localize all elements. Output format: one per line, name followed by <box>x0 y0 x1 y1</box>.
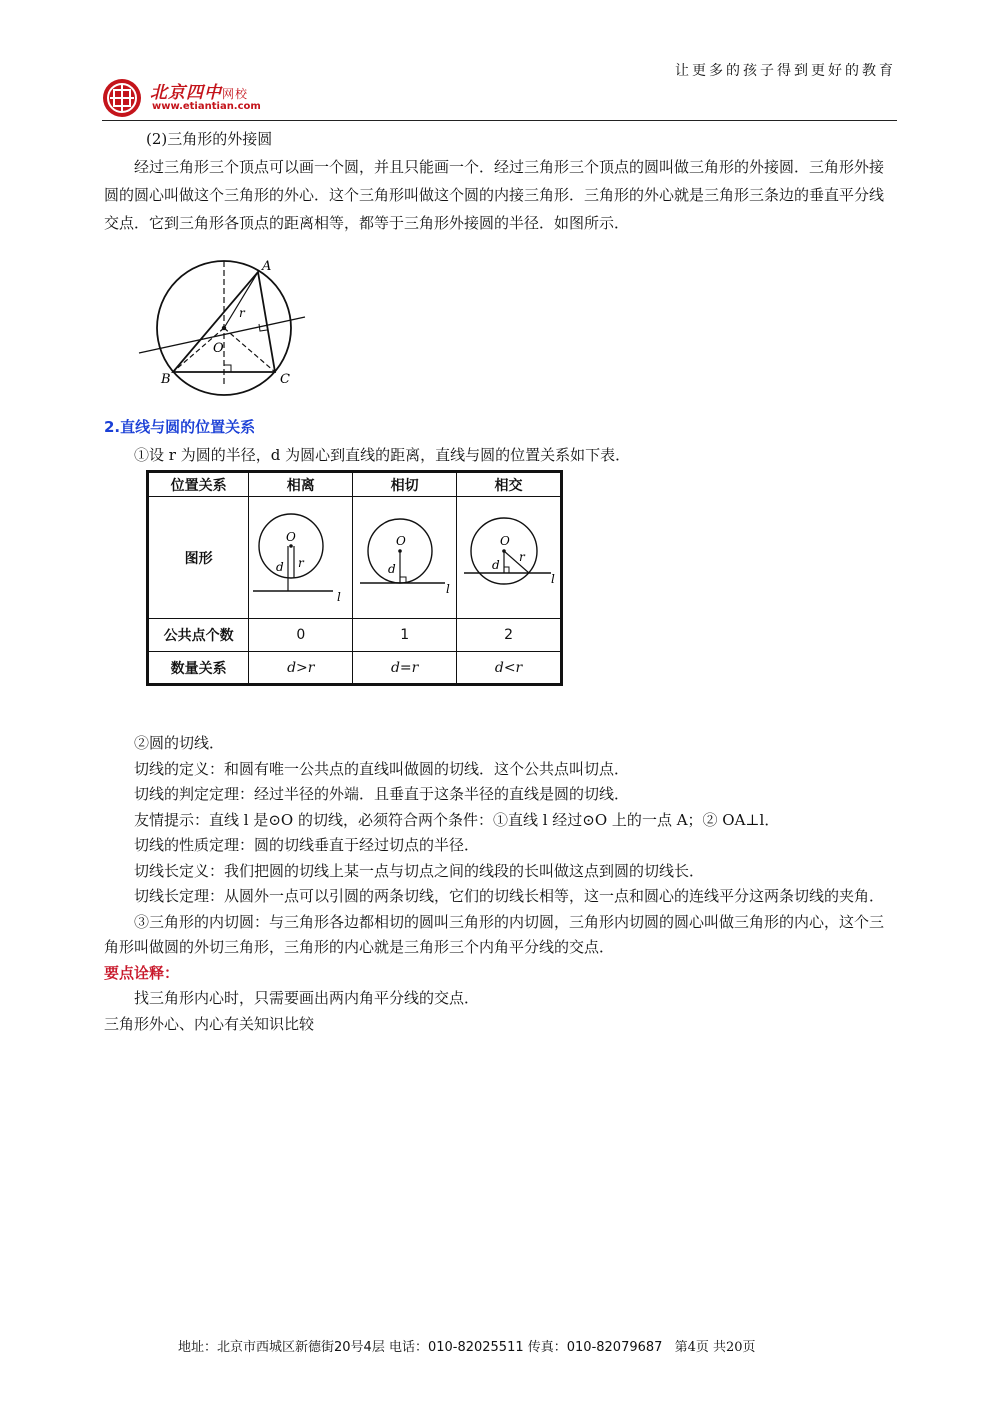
tangent-length-definition: 切线长定义：我们把圆的切线上某一点与切点之间的线段的长叫做这点到圆的切线长． <box>134 861 705 880</box>
tangent-property: 切线的性质定理：圆的切线垂直于经过切点的半径． <box>134 836 480 854</box>
tangent-tip: 友情提示：直线 l 是⊙O 的切线，必须符合两个条件：①直线 l 经过⊙O 上的一点 A；② OA⊥l． <box>134 810 780 829</box>
table-relation-row <box>148 652 562 685</box>
table-cell: d<r <box>457 652 562 685</box>
table-header-cell: 相离 <box>249 472 353 497</box>
table-header-cell: 相交 <box>457 472 562 497</box>
fig-label-o: O <box>285 529 296 544</box>
footer-address: 地址：北京市西城区新德街20号4层 电话：010-82025511 传真：010-82079687 <box>178 1340 663 1355</box>
tangent-definition: 切线的定义：和圆有唯一公共点的直线叫做圆的切线．这个公共点叫切点． <box>134 759 630 778</box>
label-c: C <box>280 372 290 387</box>
table-points-row <box>148 619 562 652</box>
fig-label-o: O <box>395 533 406 548</box>
fig-label-d: d <box>387 561 396 576</box>
label-b: B <box>161 372 171 387</box>
fig-label-d: d <box>491 557 500 572</box>
label-o: O <box>213 341 224 356</box>
table-cell: d>r <box>249 652 353 685</box>
table-row-label: 公共点个数 <box>148 619 249 652</box>
table-cell: 1 <box>353 619 457 652</box>
header-rule <box>102 120 897 121</box>
table-row-label: 图形 <box>148 497 249 619</box>
table-figure-row <box>148 497 562 619</box>
table-cell: d=r <box>353 652 457 685</box>
position-relation-table <box>146 470 563 686</box>
table-row-label: 数量关系 <box>148 652 249 685</box>
fig-label-l: l <box>550 571 555 586</box>
key-points-text: 找三角形内心时，只需要画出两内角平分线的交点． <box>134 989 480 1007</box>
fig-label-r: r <box>518 549 525 564</box>
line-circle-section <box>104 413 898 469</box>
table-header-cell: 相切 <box>353 472 457 497</box>
tangent-heading: ②圆的切线． <box>134 734 225 752</box>
table-header-cell: 位置关系 <box>148 472 249 497</box>
logo-name: 北京四中网校 <box>150 83 249 103</box>
fig-label-l: l <box>445 581 450 596</box>
table-cell: 2 <box>457 619 562 652</box>
figure-intersect <box>457 497 562 619</box>
circumcircle-heading: (2)三角形的外接圆 <box>146 130 273 148</box>
fig-label-r: r <box>297 555 304 570</box>
key-points-label: 要点诠释： <box>104 963 180 982</box>
page-number: 第4页 共20页 <box>674 1340 756 1355</box>
label-r: r <box>239 306 245 320</box>
line-circle-intro: ①设 r 为圆的半径，d 为圆心到直线的距离，直线与圆的位置关系如下表． <box>134 446 631 464</box>
table-header-row <box>148 472 562 497</box>
table-cell: 0 <box>249 619 353 652</box>
tangent-length-theorem: 切线长定理：从圆外一点可以引圆的两条切线，它们的切线长相等，这一点和圆心的连线平分这两条切线的夹角． <box>134 887 885 905</box>
fig-label-l: l <box>336 589 341 604</box>
incircle-body: ③三角形的内切圆：与三角形各边都相切的圆叫三角形的内切圆，三角形内切圆的圆心叫做三角形的内心，这个三角形叫做圆的外切三角形，三角形的内心就是三角形三个内角平分线的交点． <box>104 912 885 956</box>
fig-label-d: d <box>275 559 284 574</box>
circumcircle-section <box>104 125 898 237</box>
circumcircle-figure <box>135 255 310 400</box>
tangent-section <box>104 731 898 1037</box>
figure-separate <box>249 497 353 619</box>
line-circle-heading: 2.直线与圆的位置关系 <box>104 418 256 436</box>
logo-url: www.etiantian.com <box>152 101 261 112</box>
comparison-title: 三角形外心、内心有关知识比较 <box>104 1014 315 1033</box>
footer <box>178 1336 756 1355</box>
circumcircle-body: 经过三角形三个顶点可以画一个圆，并且只能画一个．经过三角形三个顶点的圆叫做三角形的外接圆．三角形外接圆的圆心叫做这个三角形的外心．这个三角形叫做这个圆的内接三角形．三角形的外心就是三角形三条边的垂直平分线交点．它到三角形各顶点的距离相等，都等于三角形外接圆的半径．如图所示． <box>104 158 885 232</box>
fig-label-o: O <box>499 533 510 548</box>
figure-tangent <box>353 497 457 619</box>
label-a: A <box>262 259 272 274</box>
header-slogan: 让更多的孩子得到更好的教育 <box>675 63 896 79</box>
tangent-judgement: 切线的判定定理：经过半径的外端．且垂直于这条半径的直线是圆的切线． <box>134 785 630 803</box>
